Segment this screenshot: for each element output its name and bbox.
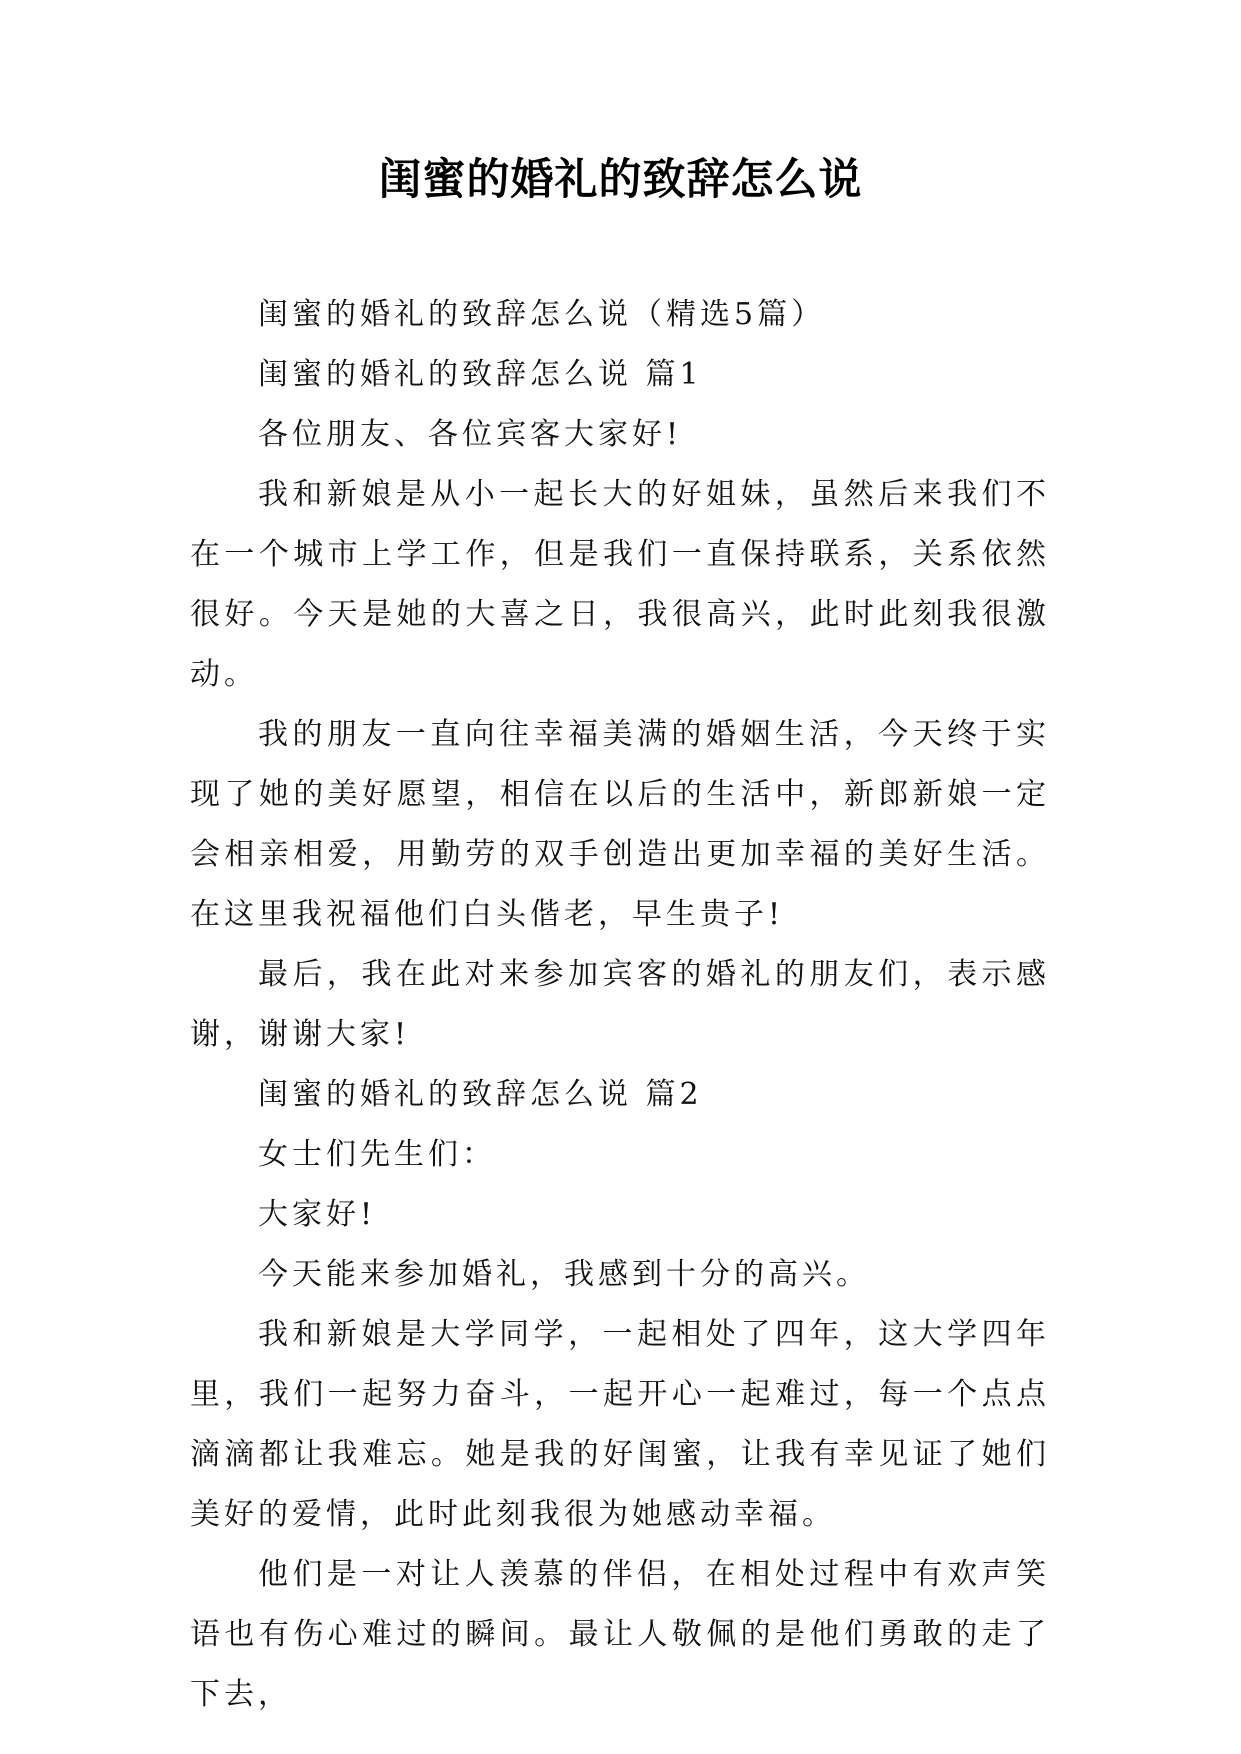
- paragraph: 今天能来参加婚礼，我感到十分的高兴。: [258, 1257, 870, 1292]
- document-body: [190, 285, 1050, 1725]
- section-heading-1: 闺蜜的婚礼的致辞怎么说 篇1: [258, 357, 703, 392]
- paragraph: 他们是一对让人羡慕的伴侣，在相处过程中有欢声笑语也有伤心难过的瞬间。最让人敬佩的是他们勇敢的走了下去，: [190, 1557, 1050, 1712]
- paragraph-greeting: 各位朋友、各位宾客大家好!: [258, 417, 683, 452]
- paragraph: 我的朋友一直向往幸福美满的婚姻生活，今天终于实现了她的美好愿望，相信在以后的生活中，新郎新娘一定会相亲相爱，用勤劳的双手创造出更加幸福的美好生活。在这里我祝福他们白头偕老，早生贵子!: [190, 717, 1050, 932]
- section-heading-2: 闺蜜的婚礼的致辞怎么说 篇2: [258, 1077, 703, 1112]
- paragraph-intro: 闺蜜的婚礼的致辞怎么说（精选5篇）: [258, 297, 826, 332]
- paragraph-salutation: 女士们先生们：: [258, 1137, 496, 1172]
- paragraph: 我和新娘是大学同学，一起相处了四年，这大学四年里，我们一起努力奋斗，一起开心一起难过，每一个点点滴滴都让我难忘。她是我的好闺蜜，让我有幸见证了她们美好的爱情，此时此刻我很为她感动幸福。: [190, 1317, 1050, 1532]
- paragraph-greeting: 大家好!: [258, 1197, 377, 1232]
- paragraph: 最后，我在此对来参加宾客的婚礼的朋友们，表示感谢，谢谢大家!: [190, 957, 1050, 1052]
- document-title: 闺蜜的婚礼的致辞怎么说: [378, 155, 863, 205]
- paragraph: 我和新娘是从小一起长大的好姐妹，虽然后来我们不在一个城市上学工作，但是我们一直保持联系，关系依然很好。今天是她的大喜之日，我很高兴，此时此刻我很激动。: [190, 477, 1050, 692]
